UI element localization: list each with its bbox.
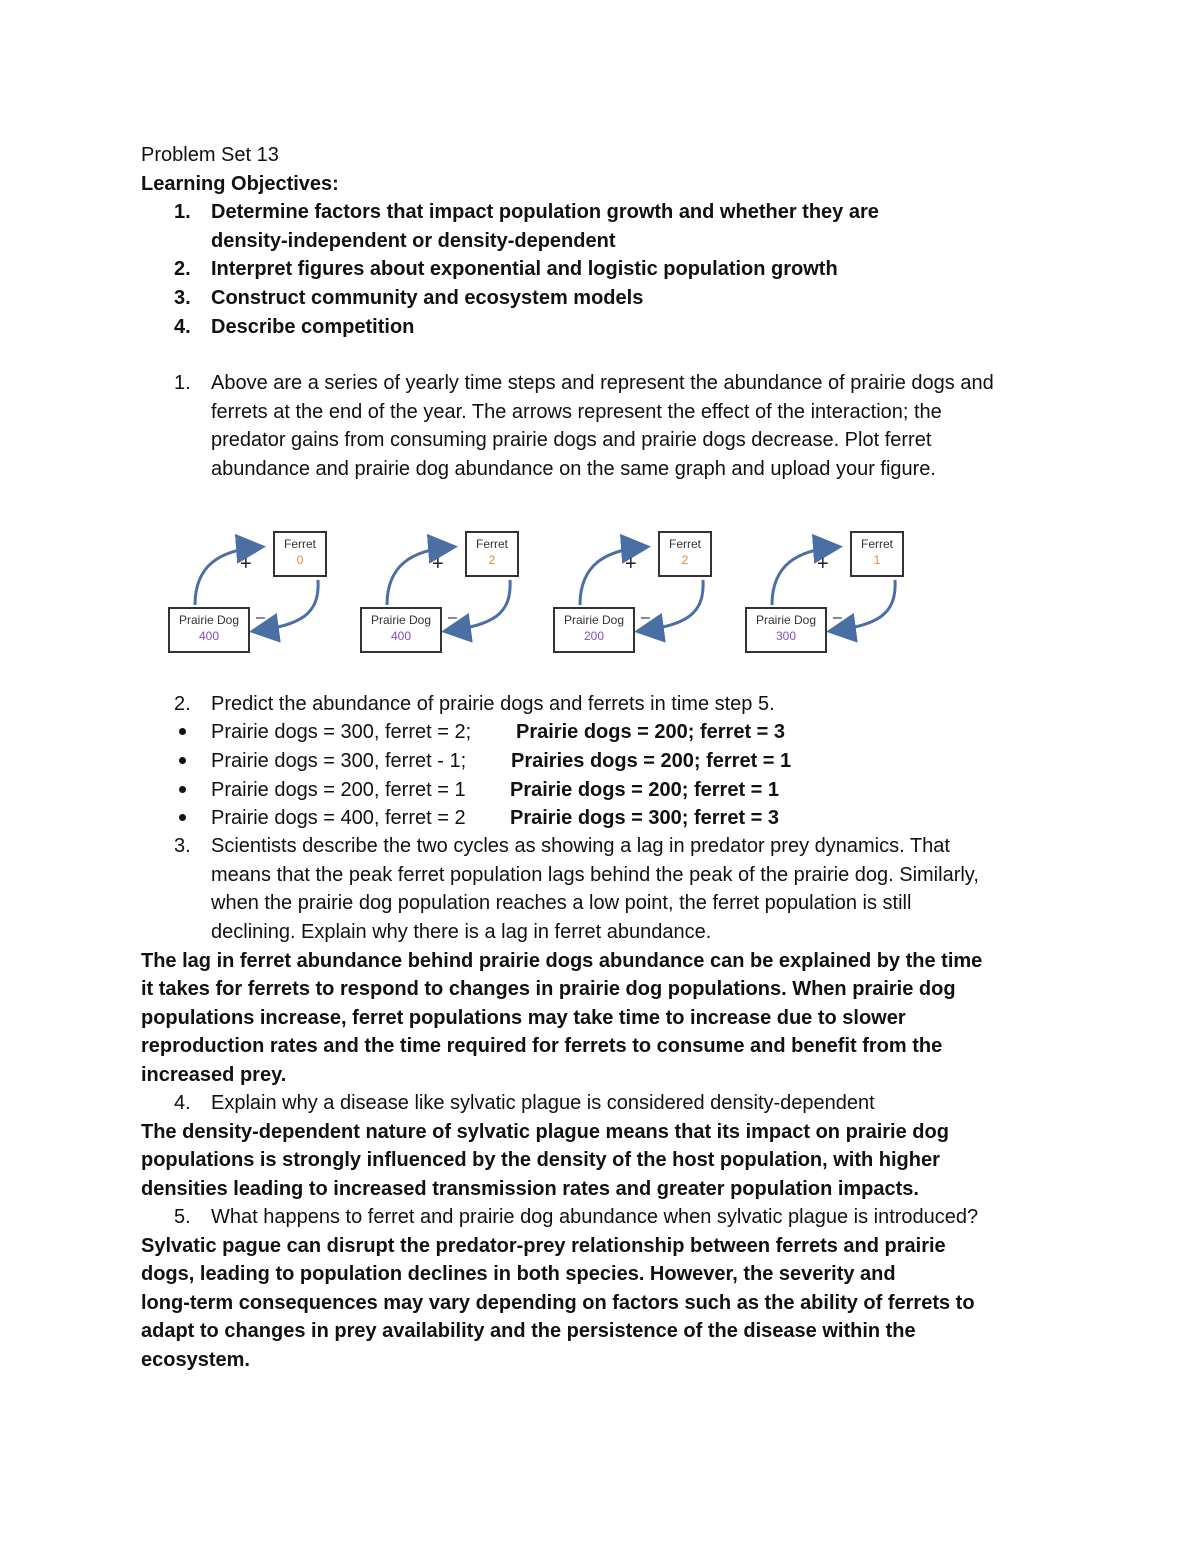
prairie-dog-value: 400 (198, 629, 220, 643)
bullet-icon (179, 814, 186, 821)
prairie-dog-label: Prairie Dog (370, 613, 432, 627)
plus-sign: + (817, 553, 829, 575)
option-text: Prairie dogs = 200, ferret = 1 (211, 779, 466, 801)
prairie-dog-label: Prairie Dog (178, 613, 240, 627)
objective-text: Describe competition (211, 316, 415, 338)
answer-text: Sylvatic pague can disrupt the predator-prey relationship between ferrets and prairie (141, 1235, 946, 1257)
option-answer: Prairie dogs = 200; ferret = 1 (510, 779, 780, 801)
ferret-box (465, 531, 519, 577)
answer-text: adapt to changes in prey availability and the persistence of the disease within the (141, 1320, 916, 1342)
prairie-dog-box (168, 607, 250, 653)
prairie-dog-label: Prairie Dog (755, 613, 817, 627)
answer-text: increased prey. (141, 1064, 287, 1086)
question-text: Above are a series of yearly time steps and represent the abundance of prairie dogs and (211, 372, 994, 394)
answer-text: populations increase, ferret populations may take time to increase due to slower (141, 1007, 906, 1029)
answer-text: The lag in ferret abundance behind prairie dogs abundance can be explained by the time (141, 950, 983, 972)
question-text: Predict the abundance of prairie dogs and ferrets in time step 5. (211, 693, 775, 715)
answer-text: The density-dependent nature of sylvatic plague means that its impact on prairie dog (141, 1121, 949, 1143)
bullet-icon (179, 757, 186, 764)
question-number: 5. (174, 1206, 191, 1228)
answer-text: dogs, leading to population declines in both species. However, the severity and (141, 1263, 896, 1285)
minus-sign: – (448, 609, 457, 626)
ferret-label: Ferret (668, 537, 701, 551)
ferret-box (658, 531, 712, 577)
ferret-box (850, 531, 904, 577)
objective-text: density-independent or density-dependent (211, 230, 616, 252)
plus-sign: + (240, 553, 252, 575)
objective-text: Determine factors that impact population growth and whether they are (211, 201, 879, 223)
objective-number: 2. (174, 258, 191, 280)
option-text: Prairie dogs = 400, ferret = 2 (211, 807, 466, 829)
prairie-dog-label: Prairie Dog (563, 613, 625, 627)
option-answer: Prairie dogs = 300; ferret = 3 (510, 807, 780, 829)
objectives-heading: Learning Objectives: (141, 173, 339, 195)
prairie-dog-value: 200 (583, 629, 605, 643)
question-number: 1. (174, 372, 191, 394)
ferret-value: 2 (488, 553, 496, 567)
objective-number: 4. (174, 316, 191, 338)
ferret-box (273, 531, 327, 577)
bullet-icon (179, 786, 186, 793)
minus-sign: – (256, 609, 265, 626)
objective-text: Interpret figures about exponential and logistic population growth (211, 258, 838, 280)
option-text: Prairie dogs = 300, ferret - 1; (211, 750, 467, 772)
prairie-dog-value: 400 (390, 629, 412, 643)
ferret-label: Ferret (283, 537, 316, 551)
answer-text: populations is strongly influenced by the density of the host population, with higher (141, 1149, 940, 1171)
question-text: ferrets at the end of the year. The arrows represent the effect of the interaction; the (211, 401, 942, 423)
ferret-value: 1 (873, 553, 881, 567)
answer-text: long-term consequences may vary depending on factors such as the ability of ferrets to (141, 1292, 975, 1314)
question-text: when the prairie dog population reaches a low point, the ferret population is still (211, 892, 912, 914)
prairie-dog-value: 300 (775, 629, 797, 643)
question-text: What happens to ferret and prairie dog abundance when sylvatic plague is introduced? (211, 1206, 979, 1228)
question-text: Explain why a disease like sylvatic plague is considered density-dependent (211, 1092, 875, 1114)
plus-sign: + (432, 553, 444, 575)
prairie-dog-box (360, 607, 442, 653)
option-answer: Prairie dogs = 200; ferret = 3 (516, 721, 786, 743)
objective-text: Construct community and ecosystem models (211, 287, 644, 309)
minus-sign: – (833, 609, 842, 626)
prairie-dog-box (553, 607, 635, 653)
bullet-icon (179, 728, 186, 735)
ferret-value: 0 (296, 553, 304, 567)
predator-prey-diagram (160, 525, 920, 660)
answer-text: reproduction rates and the time required for ferrets to consume and benefit from the (141, 1035, 943, 1057)
option-text: Prairie dogs = 300, ferret = 2; (211, 721, 472, 743)
ferret-label: Ferret (475, 537, 508, 551)
page-title: Problem Set 13 (141, 144, 279, 166)
question-text: predator gains from consuming prairie dogs and prairie dogs decrease. Plot ferret (211, 429, 932, 451)
option-answer: Prairies dogs = 200; ferret = 1 (511, 750, 792, 772)
question-number: 4. (174, 1092, 191, 1114)
question-text: declining. Explain why there is a lag in ferret abundance. (211, 921, 712, 943)
objective-number: 3. (174, 287, 191, 309)
answer-text: it takes for ferrets to respond to changes in prairie dog populations. When prairie dog (141, 978, 956, 1000)
answer-text: densities leading to increased transmission rates and greater population impacts. (141, 1178, 919, 1200)
question-text: means that the peak ferret population lags behind the peak of the prairie dog. Similarly, (211, 864, 979, 886)
question-number: 3. (174, 835, 191, 857)
question-number: 2. (174, 693, 191, 715)
answer-text: ecosystem. (141, 1349, 250, 1371)
question-text: abundance and prairie dog abundance on the same graph and upload your figure. (211, 458, 936, 480)
question-text: Scientists describe the two cycles as showing a lag in predator prey dynamics. That (211, 835, 950, 857)
minus-sign: – (641, 609, 650, 626)
ferret-label: Ferret (860, 537, 893, 551)
ferret-value: 2 (681, 553, 689, 567)
plus-sign: + (625, 553, 637, 575)
prairie-dog-box (745, 607, 827, 653)
objective-number: 1. (174, 201, 191, 223)
